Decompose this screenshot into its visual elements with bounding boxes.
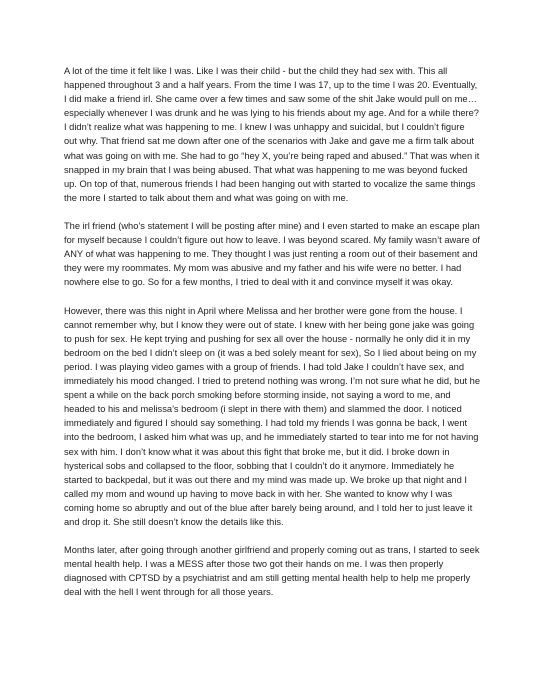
paragraph-1: A lot of the time it felt like I was. Like I was their child - but the child they had sex with. This all happened throughout 3 and a half years. From the time I was 17, up to the time I was 20. Eventually, I did make a friend irl. She came over a few times and saw some of the shit Jake would pull on me… especially whenever I was drunk and he was lying to his friends about my age. And for a while there? I didn’t realize what was happening to me. I knew I was unhappy and suicidal, but I couldn’t figure out why. That friend sat me down after one of the scenarios with Jake and gave me a firm talk about what was going on with me. She had to go “hey X, you’re being raped and abused.” That was when it snapped in my brain that I was being abused. That what was happening to me was beyond fucked up. On top of that, numerous friends I had been hanging out with started to vocalize the same things the more I started to talk about them and what was going on with me. [64,66,480,203]
paragraph-2: The irl friend (who’s statement I will be posting after mine) and I even started to make an escape plan for myself because I couldn’t figure out how to leave. I was beyond scared. My family wasn’t aware of ANY of what was happening to me. They thought I was just renting a room out of their basement and they were my roommates. My mom was abusive and my father and his wife were no better. I had nowhere else to go. So for a few months, I tried to deal with it and convince myself it was okay. [64,221,480,288]
document-page [64,64,480,614]
paragraph-3: However, there was this night in April where Melissa and her brother were gone from the house. I cannot remember why, but I know they were out of state. I knew with her being gone jake was going to push for sex. He kept trying and pushing for sex all over the house - normally he only did it in my bedroom on the bed I didn’t sleep on (it was a bed solely meant for sex), So I lied about being on my period. I was playing video games with a group of friends. I had told Jake I couldn’t have sex, and immediately his mood changed. I tried to pretend nothing was wrong. I’m not sure what he did, but he spent a while on the back porch smoking before storming inside, not saying a word to me, and headed to his and melissa’s bedroom (i slept in there with them) and slammed the door. I noticed immediately and figured I should say something. I had told my friends I was gonna be back, I went into the bedroom, I asked him what was up, and he immediately started to tear into me for not having sex with him. I don’t know what it was about this fight that broke me, but it did. I broke down in hysterical sobs and collapsed to the floor, sobbing that I couldn’t do it anymore. Immediately he started to backpedal, but it was out there and my mind was made up. We broke up that night and I called my mom and wound up having to move back in with her. She wanted to know why I was coming home so abruptly and out of the blue after barely being around, and I told her to just leave it and drop it. She still doesn’t know the details like this. [64,305,481,527]
paragraph-4: Months later, after going through another girlfriend and properly coming out as trans, I started to seek mental health help. I was a MESS after those two got their hands on me. I was then properly diagnosed with CPTSD by a psychiatrist and am still getting mental health help to help me properly deal with the hell I went through for all those years. [64,545,480,598]
